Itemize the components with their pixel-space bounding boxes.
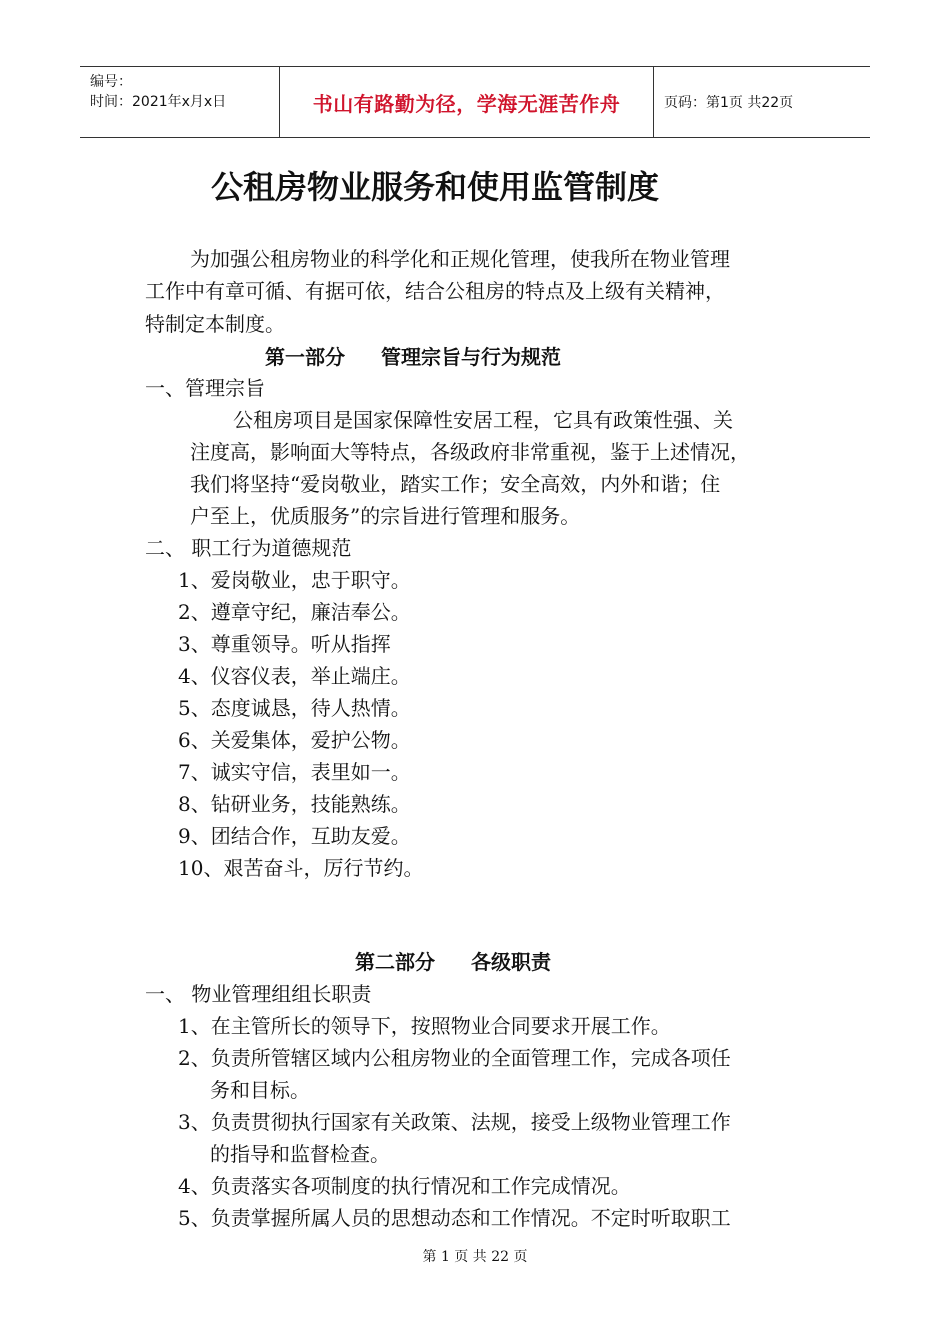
part1-heading-b: 管理宗旨与行为规范 xyxy=(381,345,561,369)
part1-heading xyxy=(265,341,561,370)
list-item: 2、遵章守纪，廉洁奉公。 xyxy=(178,600,411,624)
header-motto-cell xyxy=(280,67,654,137)
list-item: 1、在主管所长的领导下，按照物业合同要求开展工作。 xyxy=(178,1014,671,1038)
list-item: 1、爱岗敬业，忠于职守。 xyxy=(178,568,411,592)
list-item: 9、团结合作，互助友爱。 xyxy=(178,824,411,848)
document-title-text: 公租房物业服务和使用监管制度 xyxy=(210,168,659,206)
list-item: 务和目标。 xyxy=(210,1078,310,1102)
list-item: 3、负责贯彻执行国家有关政策、法规，接受上级物业管理工作 xyxy=(178,1110,731,1134)
section-heading: 二、 职工行为道德规范 xyxy=(145,536,352,560)
list-item: 的指导和监督检查。 xyxy=(210,1142,390,1166)
list-item: 4、负责落实各项制度的执行情况和工作完成情况。 xyxy=(178,1174,631,1198)
paragraph-line: 公租房项目是国家保障性安居工程，它具有政策性强、关 xyxy=(233,408,733,432)
header-meta xyxy=(80,67,280,137)
list-item: 5、态度诚恳，待人热情。 xyxy=(178,696,411,720)
list-item: 2、负责所管辖区域内公租房物业的全面管理工作，完成各项任 xyxy=(178,1046,731,1070)
intro-line: 工作中有章可循、有据可依，结合公租房的特点及上级有关精神， xyxy=(145,279,725,303)
number-label: 编号： xyxy=(90,74,132,90)
list-item: 4、仪容仪表，举止端庄。 xyxy=(178,664,411,688)
list-item: 7、诚实守信，表里如一。 xyxy=(178,760,411,784)
page-info: 页码：第1页 共22页 xyxy=(664,95,794,111)
list-item: 10、艰苦奋斗，厉行节约。 xyxy=(178,856,424,880)
list-item: 5、负责掌握所属人员的思想动态和工作情况。不定时听取职工 xyxy=(178,1206,731,1230)
list-item: 6、关爱集体，爱护公物。 xyxy=(178,728,411,752)
part2-heading-a: 第二部分 xyxy=(355,950,435,974)
section-heading: 一、 物业管理组组长职责 xyxy=(145,982,372,1006)
paragraph-line: 我们将坚持“爱岗敬业，踏实工作；安全高效，内外和谐；住 xyxy=(190,472,721,496)
list-item: 8、钻研业务，技能熟练。 xyxy=(178,792,411,816)
motto: 书山有路勤为径，学海无涯苦作舟 xyxy=(312,91,621,116)
intro-line: 为加强公租房物业的科学化和正规化管理，使我所在物业管理 xyxy=(190,247,730,271)
document-title xyxy=(0,162,870,208)
list-item: 3、尊重领导。听从指挥 xyxy=(178,632,391,656)
intro-line: 特制定本制度。 xyxy=(145,312,285,336)
page-footer: 第 1 页 共 22 页 xyxy=(422,1249,528,1265)
header-table xyxy=(80,66,870,138)
paragraph-line: 注度高，影响面大等特点，各级政府非常重视，鉴于上述情况， xyxy=(190,440,750,464)
part2-heading xyxy=(355,946,551,975)
paragraph-line: 户至上，优质服务”的宗旨进行管理和服务。 xyxy=(190,504,581,528)
part2-heading-b: 各级职责 xyxy=(471,950,551,974)
section-heading: 一、管理宗旨 xyxy=(145,376,265,400)
time-label: 时间：2021年x月x日 xyxy=(90,94,227,110)
part1-heading-a: 第一部分 xyxy=(265,345,345,369)
